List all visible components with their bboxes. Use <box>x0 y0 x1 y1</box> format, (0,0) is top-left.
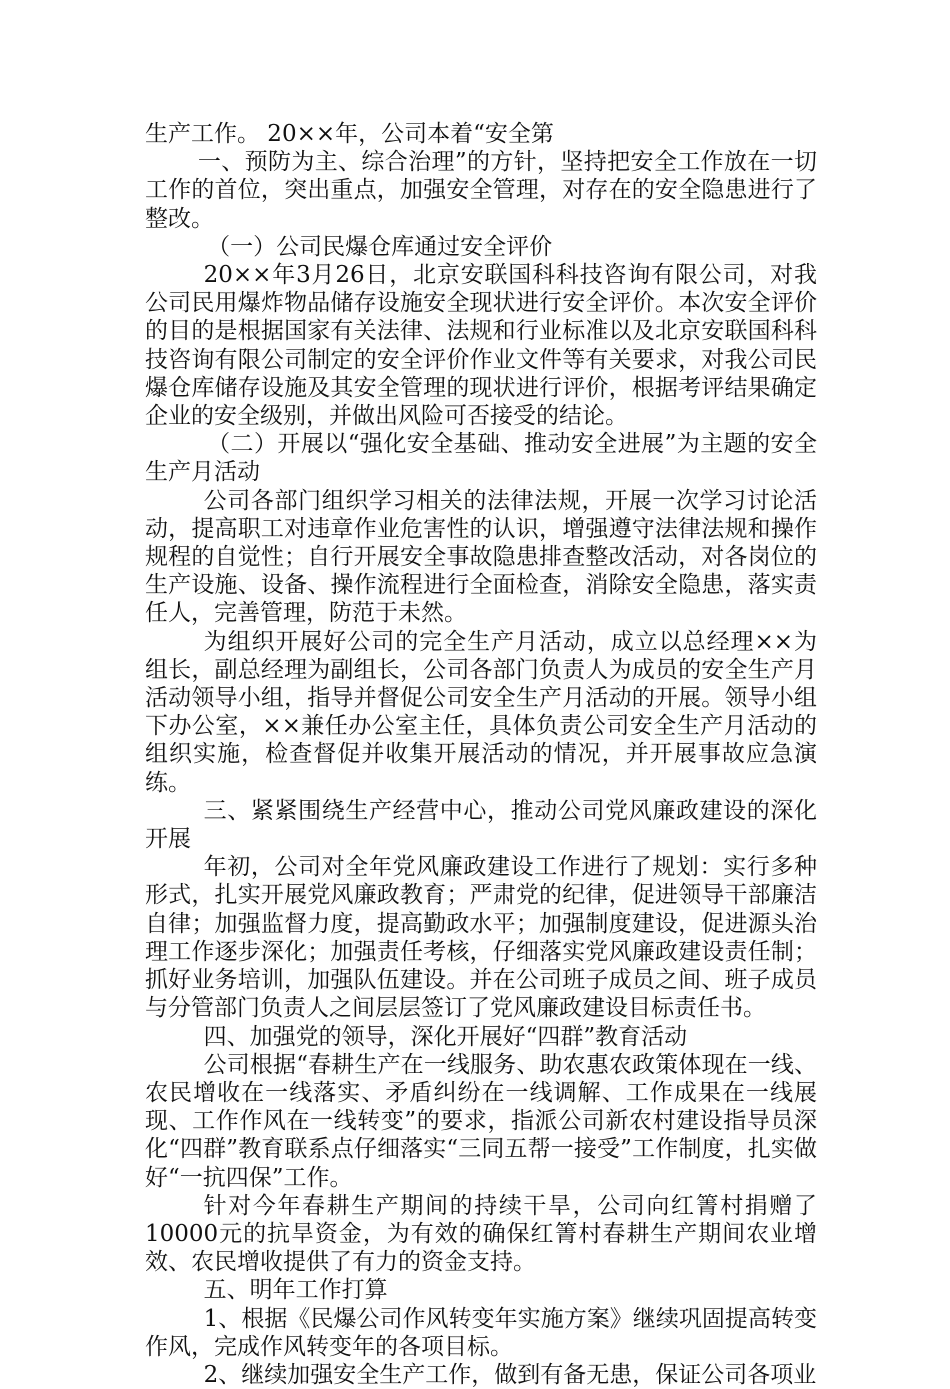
paragraph: 为组织开展好公司的完全生产月活动，成立以总经理××为组长，副总经理为副组长，公司各部门负责人为成员的安全生产月活动领导小组，指导并督促公司安全生产月活动的开展。领导小组下办公室，××兼任办公室主任，具体负责公司安全生产月活动的组织实施，检查督促并收集开展活动的情况，并开展事故应急演练。 <box>145 628 817 796</box>
paragraph: 公司根据“春耕生产在一线服务、助农惠农政策体现在一线、农民增收在一线落实、矛盾纠纷在一线调解、工作成果在一线展现、工作作风在一线转变”的要求，指派公司新农村建设指导员深化“四群”教育联系点仔细落实“三同五帮一接受”工作制度，扎实做好“一抗四保”工作。 <box>145 1051 817 1191</box>
paragraph: 针对今年春耕生产期间的持续干旱，公司向红箐村捐赠了10000元的抗旱资金，为有效的确保红箐村春耕生产期间农业增效、农民增收提供了有力的资金支持。 <box>145 1192 817 1276</box>
paragraph: 年初，公司对全年党风廉政建设工作进行了规划：实行多种形式，扎实开展党风廉政教育；严肃党的纪律，促进领导干部廉洁自律；加强监督力度，提高勤政水平；加强制度建设，促进源头治理工作逐步深化；加强责任考核，仔细落实党风廉政建设责任制；抓好业务培训，加强队伍建设。并在公司班子成员之间、班子成员与分管部门负责人之间层层签订了党风廉政建设目标责任书。 <box>145 854 817 1022</box>
section-heading: （一）公司民爆仓库通过安全评价 <box>207 233 553 260</box>
paragraph: 一、预防为主、综合治理”的方针，坚持把安全工作放在一切工作的首位，突出重点，加强安全管理，对存在的安全隐患进行了整改。 <box>145 149 817 232</box>
document-body <box>145 120 817 1389</box>
paragraph: 生产工作。 20××年，公司本着“安全第 <box>145 121 554 147</box>
section-heading: （二）开展以“强化安全基础、推动安全进展”为主题的安全生产月活动 <box>145 431 817 486</box>
paragraph: 20××年3月26日，北京安联国科科技咨询有限公司，对我公司民用爆炸物品储存设施安全现状进行安全评价。本次安全评价的目的是根据国家有关法律、法规和行业标准以及北京安联国科科技咨询有限公司制定的安全评价作业文件等有关要求，对我公司民爆仓库储存设施及其安全管理的现状进行评价，根据考评结果确定企业的安全级别，并做出风险可否接受的结论。 <box>145 262 817 430</box>
section-heading: 五、明年工作打算 <box>203 1277 388 1304</box>
paragraph: 2、继续加强安全生产工作，做到有备无患，保证公司各项业 <box>203 1361 817 1388</box>
paragraph: 1、根据《民爆公司作风转变年实施方案》继续巩固提高转变作风，完成作风转变年的各项目标。 <box>145 1305 817 1360</box>
section-heading: 四、加强党的领导，深化开展好“四群”教育活动 <box>203 1023 688 1050</box>
section-heading: 三、紧紧围绕生产经营中心，推动公司党风廉政建设的深化开展 <box>145 797 817 853</box>
paragraph: 公司各部门组织学习相关的法律法规，开展一次学习讨论活动，提高职工对违章作业危害性的认识，增强遵守法律法规和操作规程的自觉性；自行开展安全事故隐患排查整改活动，对各岗位的生产设施、设备、操作流程进行全面检查，消除安全隐患，落实责任人，完善管理，防范于未然。 <box>145 487 817 627</box>
